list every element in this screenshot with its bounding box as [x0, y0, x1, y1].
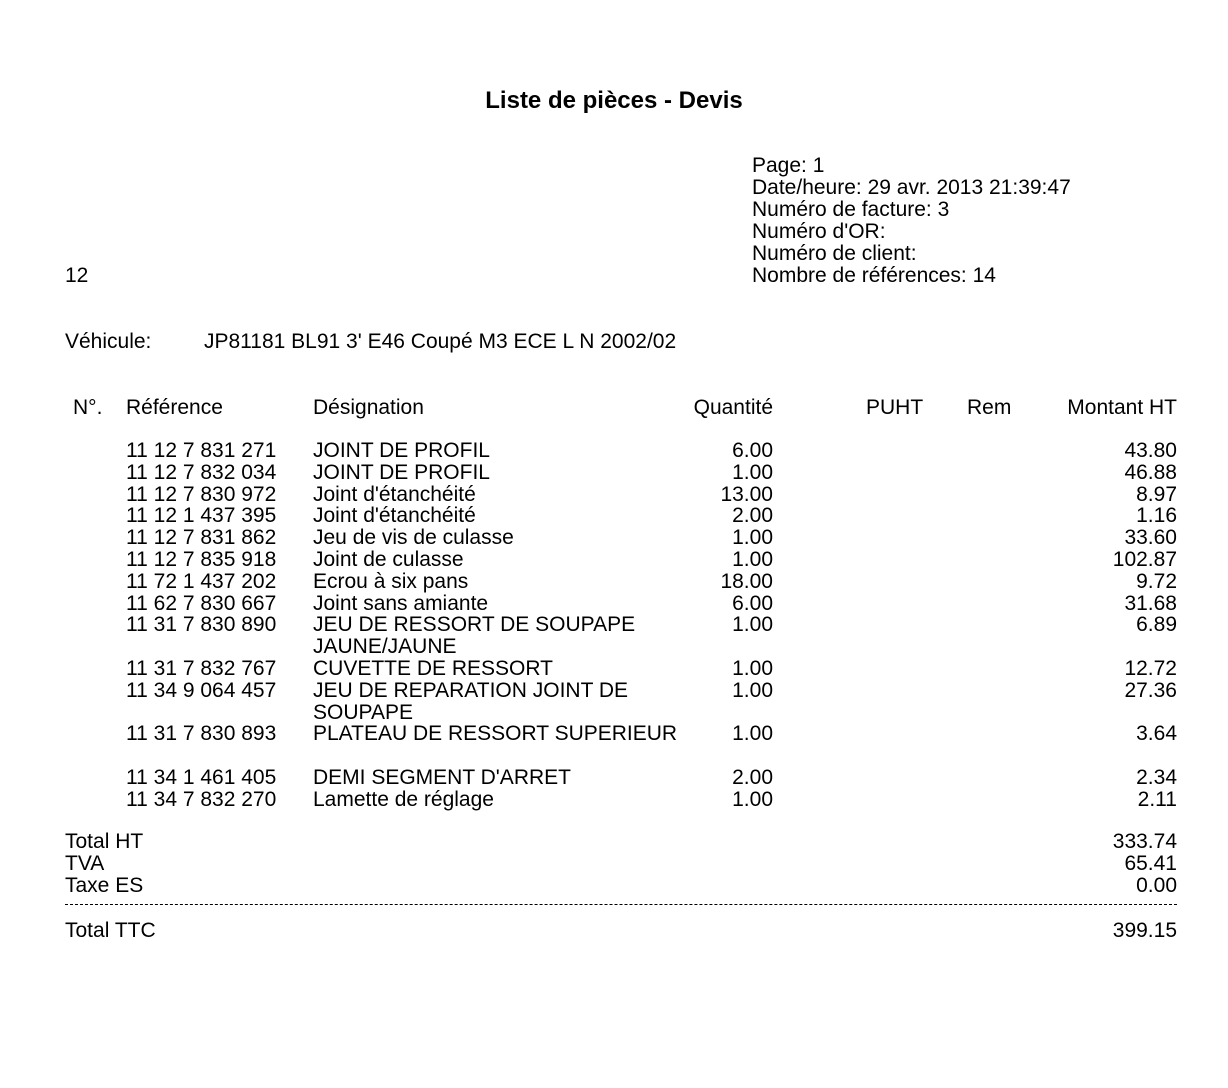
meta-invoice-number: Numéro de facture: 3: [752, 198, 950, 221]
item-quantity: 1.00: [732, 722, 773, 746]
table-row: [0, 484, 1228, 506]
col-header-number: N°.: [73, 396, 103, 419]
item-quantity: 2.00: [732, 504, 773, 528]
item-quantity: 1.00: [732, 460, 773, 484]
item-amount: 102.87: [1112, 547, 1177, 571]
table-header: [0, 395, 1228, 421]
col-header-puht: PUHT: [866, 396, 924, 419]
item-designation: Jeu de vis de culasse: [313, 526, 514, 550]
item-reference: 11 34 7 832 270: [126, 787, 277, 811]
table-row: [0, 767, 1228, 789]
item-quantity: 1.00: [732, 613, 773, 637]
meta-or-number: Numéro d'OR:: [752, 220, 886, 243]
item-reference: 11 12 7 832 034: [126, 460, 277, 484]
item-designation: JOINT DE PROFIL: [313, 460, 490, 484]
item-designation: DEMI SEGMENT D'ARRET: [313, 765, 571, 789]
vehicle-label: Véhicule:: [65, 330, 152, 353]
col-header-designation: Désignation: [313, 396, 424, 419]
item-quantity: 13.00: [720, 482, 773, 506]
taxe-es-value: 0.00: [1136, 874, 1177, 897]
item-designation: PLATEAU DE RESSORT SUPERIEUR: [313, 722, 678, 746]
tva-label: TVA: [65, 852, 105, 875]
table-row: [0, 571, 1228, 593]
item-reference: 11 72 1 437 202: [126, 569, 277, 593]
totals-block: [0, 831, 1228, 897]
table-row: [0, 614, 1228, 658]
tva-row: [0, 853, 1228, 875]
item-amount: 33.60: [1124, 526, 1177, 550]
item-reference: 11 12 7 831 271: [126, 439, 277, 462]
total-ttc-label: Total TTC: [65, 919, 156, 942]
meta-page: Page: 1: [752, 154, 825, 177]
table-row: [0, 527, 1228, 549]
item-designation: JEU DE REPARATION JOINT DE SOUPAPE: [313, 678, 629, 724]
total-ht-value: 333.74: [1112, 830, 1177, 853]
item-quantity: 18.00: [720, 569, 773, 593]
item-amount: 12.72: [1124, 656, 1177, 680]
taxe-es-row: [0, 875, 1228, 897]
item-quantity: 6.00: [732, 591, 773, 615]
item-designation: Joint d'étanchéité: [313, 504, 476, 528]
item-reference: 11 34 9 064 457: [126, 678, 277, 702]
table-row: [0, 658, 1228, 680]
item-reference: 11 12 1 437 395: [126, 504, 277, 528]
item-reference: 11 62 7 830 667: [126, 591, 277, 615]
item-amount: 31.68: [1124, 591, 1177, 615]
table-row: [0, 440, 1228, 462]
document-title: Liste de pièces - Devis: [485, 87, 743, 114]
item-reference: 11 31 7 830 890: [126, 613, 277, 637]
taxe-es-label: Taxe ES: [65, 874, 144, 897]
col-header-rem: Rem: [967, 396, 1012, 419]
meta-client-number: Numéro de client:: [752, 242, 917, 265]
item-quantity: 6.00: [732, 439, 773, 462]
table-row: [0, 789, 1228, 811]
items-table: [0, 440, 1228, 811]
table-row: [0, 593, 1228, 615]
table-row: [0, 549, 1228, 571]
vehicle-value: JP81181 BL91 3' E46 Coupé M3 ECE L N 2002/02: [204, 330, 677, 353]
col-header-reference: Référence: [126, 396, 223, 419]
item-designation: JOINT DE PROFIL: [313, 439, 490, 462]
item-reference: 11 31 7 832 767: [126, 656, 277, 680]
item-designation: Ecrou à six pans: [313, 569, 469, 593]
item-amount: 2.34: [1136, 765, 1177, 789]
col-header-amount: Montant HT: [1067, 396, 1177, 419]
item-reference: 11 12 7 831 862: [126, 526, 277, 550]
total-ttc-value: 399.15: [1112, 919, 1177, 942]
tva-value: 65.41: [1124, 852, 1177, 875]
table-row: [0, 462, 1228, 484]
meta-datetime: Date/heure: 29 avr. 2013 21:39:47: [752, 176, 1071, 199]
dashed-divider: [65, 904, 1177, 905]
item-amount: 46.88: [1124, 460, 1177, 484]
item-quantity: 1.00: [732, 526, 773, 550]
item-amount: 2.11: [1137, 787, 1177, 811]
item-amount: 6.89: [1136, 613, 1177, 637]
item-quantity: 1.00: [732, 656, 773, 680]
item-reference: 11 34 1 461 405: [126, 765, 277, 789]
item-designation: Lamette de réglage: [313, 787, 494, 811]
total-ttc-row: [0, 919, 1228, 943]
item-quantity: 1.00: [732, 787, 773, 811]
item-reference: 11 12 7 830 972: [126, 482, 277, 506]
document-meta: [752, 155, 1071, 287]
item-designation: Joint sans amiante: [313, 591, 489, 615]
document-number: 12: [65, 264, 89, 287]
item-designation: JEU DE RESSORT DE SOUPAPE JAUNE/JAUNE: [313, 613, 636, 659]
vehicle-line: [65, 330, 676, 354]
item-quantity: 1.00: [732, 678, 773, 702]
total-ht-label: Total HT: [65, 830, 144, 853]
item-reference: 11 12 7 835 918: [126, 547, 277, 571]
item-quantity: 2.00: [732, 765, 773, 789]
item-reference: 11 31 7 830 893: [126, 722, 277, 746]
total-ht-row: [0, 831, 1228, 853]
item-amount: 1.16: [1136, 504, 1177, 528]
table-row: [0, 723, 1228, 767]
item-amount: 8.97: [1136, 482, 1177, 506]
item-amount: 9.72: [1136, 569, 1177, 593]
table-row: [0, 505, 1228, 527]
item-designation: Joint de culasse: [313, 547, 464, 571]
item-designation: CUVETTE DE RESSORT: [313, 656, 553, 680]
meta-reference-count: Nombre de références: 14: [752, 264, 996, 287]
item-quantity: 1.00: [732, 547, 773, 571]
item-amount: 43.80: [1124, 439, 1177, 462]
item-amount: 3.64: [1136, 722, 1177, 746]
item-designation: Joint d'étanchéité: [313, 482, 476, 506]
col-header-quantity: Quantité: [693, 396, 773, 419]
item-amount: 27.36: [1124, 678, 1177, 702]
table-row: [0, 680, 1228, 724]
